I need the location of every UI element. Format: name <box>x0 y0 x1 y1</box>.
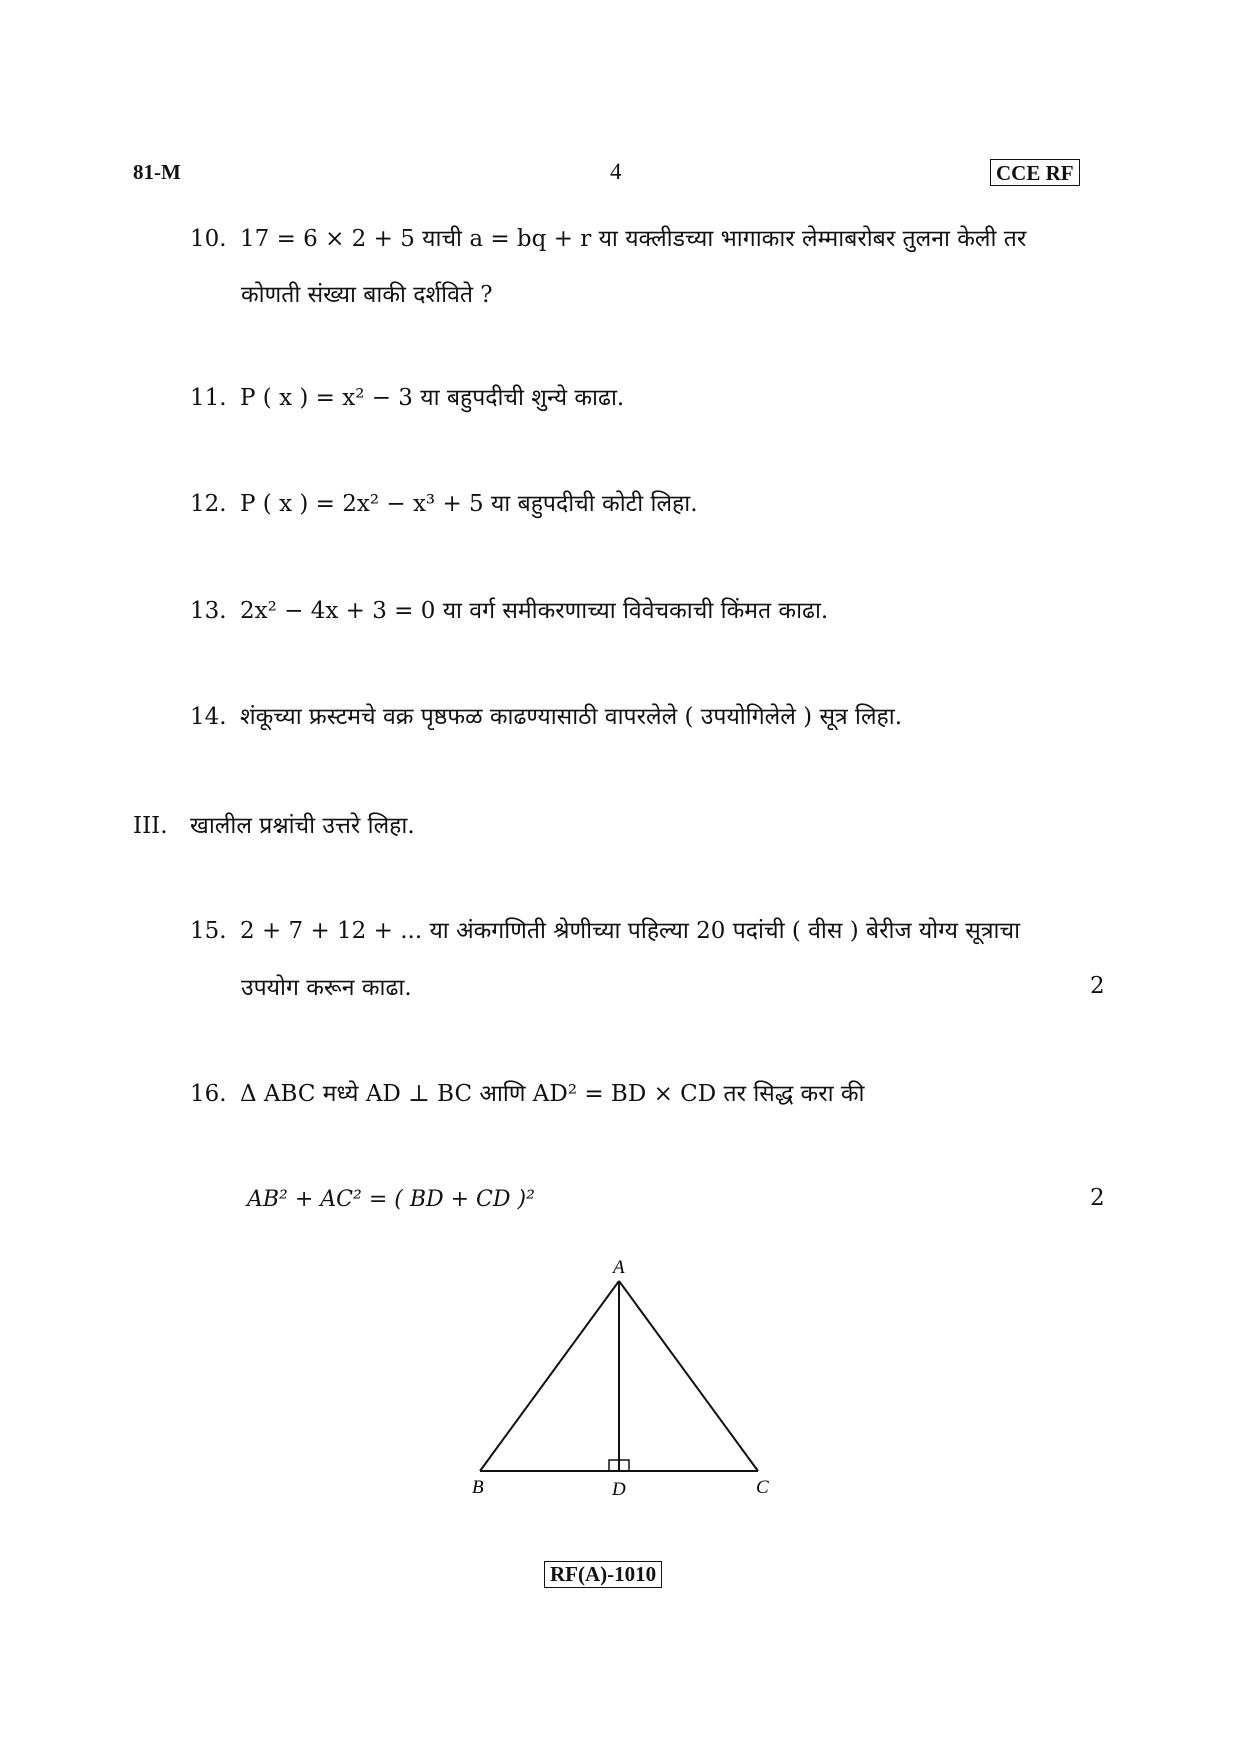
series-box: CCE RF <box>990 159 1080 186</box>
page-number: 4 <box>610 159 622 184</box>
question-text: शंकूच्या फ्रस्टमचे वक्र पृष्ठफळ काढण्यासाठी वापरलेले ( उपयोगिलेले ) सूत्र लिहा. <box>240 704 903 730</box>
label-b: B <box>472 1477 484 1498</box>
question-14 <box>190 702 902 732</box>
question-16 <box>190 1079 865 1109</box>
marks-q15: 2 <box>1090 973 1105 999</box>
question-16-equation: AB² + AC² = ( BD + CD )² <box>247 1187 535 1212</box>
paper-code: 81-M <box>133 160 181 184</box>
question-text: 2x² − 4x + 3 = 0 या वर्ग समीकरणाच्या विवेचकाची किंमत काढा. <box>240 598 829 624</box>
section-heading <box>133 811 415 841</box>
question-text: P ( x ) = x² − 3 या बहुपदीची शुन्ये काढा. <box>240 385 625 411</box>
question-text: 17 = 6 × 2 + 5 याची a = bq + r या यक्लीडच्या भागाकार लेम्माबरोबर तुलना केली तर <box>240 226 1027 252</box>
question-number: 15. <box>190 918 227 944</box>
question-number: 16. <box>190 1081 227 1107</box>
label-d: D <box>612 1479 626 1500</box>
section-number: III. <box>133 813 168 839</box>
section-title: खालील प्रश्नांची उत्तरे लिहा. <box>190 813 415 839</box>
question-10 <box>190 224 1026 254</box>
question-number: 10. <box>190 226 227 252</box>
question-text: 2 + 7 + 12 + ... या अंकगणिती श्रेणीच्या पहिल्या 20 पदांची ( वीस ) बेरीज योग्य सूत्राचा <box>240 918 1021 944</box>
question-number: 11. <box>190 385 227 411</box>
question-12 <box>190 489 698 519</box>
side-ab <box>480 1281 619 1471</box>
question-text: P ( x ) = 2x² − x³ + 5 या बहुपदीची कोटी लिहा. <box>240 491 698 517</box>
question-13 <box>190 596 828 626</box>
question-11 <box>190 383 624 413</box>
question-10-line2: कोणती संख्या बाकी दर्शविते ? <box>241 282 493 308</box>
question-15-line2: उपयोग करून काढा. <box>241 975 412 1001</box>
question-15 <box>190 916 1020 946</box>
question-number: 13. <box>190 598 227 624</box>
label-a: A <box>613 1257 625 1278</box>
footer-code: RF(A)-1010 <box>544 1561 662 1588</box>
question-number: 14. <box>190 704 227 730</box>
question-number: 12. <box>190 491 227 517</box>
question-text: Δ ABC मध्ये AD ⊥ BC आणि AD² = BD × CD तर सिद्ध करा की <box>240 1081 865 1107</box>
side-ac <box>619 1281 758 1471</box>
marks-q16: 2 <box>1090 1185 1105 1211</box>
label-c: C <box>756 1477 769 1498</box>
triangle-diagram <box>460 1255 790 1510</box>
